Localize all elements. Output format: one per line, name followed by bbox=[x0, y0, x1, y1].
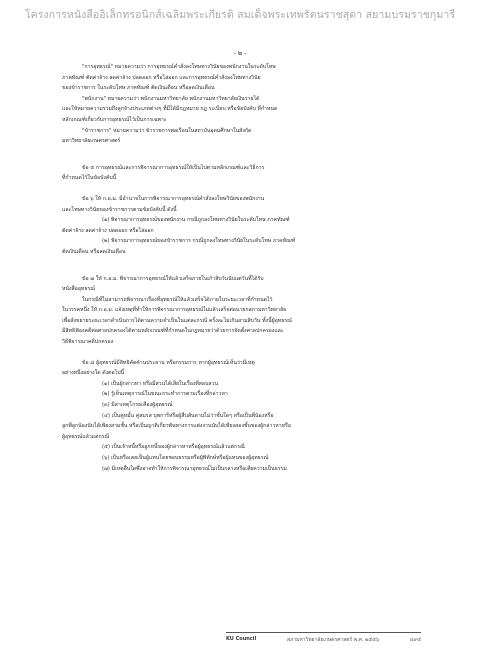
document-line: (๖) เป็นหรือเคยเป็นผู้แทนโดยชอบธรรมหรือผู้พิทักษ์หรือผู้แทนของผู้อุทธรณ์ bbox=[102, 455, 269, 461]
page-number: - ๒ - bbox=[233, 49, 247, 57]
document-line: (๔) เป็นคู่หมั้น คู่สมรส บุพการีหรือผู้สืบสันดานไม่ว่าชั้นใดๆ หรือเป็นพี่น้องหรือ bbox=[102, 412, 274, 419]
document-line: "พนักงาน" หมายความว่า พนักงานมหาวิทยาลัย พนักงานมหาวิทยาลัยเงินรายได้ bbox=[82, 95, 260, 102]
paragraph-spacer bbox=[62, 184, 422, 194]
document-line: ภาคทัณฑ์ ตัดค่าจ้าง ลดค่าจ้าง ปลดออก หรือไล่ออก และการอุทธรณ์คำสั่งลงโทษทางวินัย bbox=[62, 74, 261, 81]
document-line: "การอุทธรณ์" หมายความว่า การอุทธรณ์คำสั่งลงโทษทางวินัยของพนักงานในระดับโทษ bbox=[82, 64, 276, 70]
document-line: (๒) พิจารณาการอุทธรณ์ของข้าราชการ กรณีถูกลงโทษทางวินัยในระดับโทษ ภาคทัณฑ์ bbox=[102, 238, 296, 245]
document-line: อย่างหนึ่งอย่างใด ดังต่อไปนี้ bbox=[62, 370, 125, 377]
document-line: (๑) เป็นผู้กล่าวหา หรือมีส่วนได้เสียในเรื่องที่สอบสวน bbox=[102, 380, 218, 387]
footer-text: สภามหาวิทยาลัยเกษตรศาสตร์ พ.ศ. ๒๕๕๖ bbox=[286, 637, 380, 643]
document-line: ในวรรคหนึ่ง ให้ ก.อ.ม. แจ้งเหตุที่ทำให้การพิจารณาการอุทธรณ์ไม่แล้วเสร็จต่อนายกสภามหาวิทยาลัย bbox=[62, 307, 287, 314]
document-line: ข้อ ๕ การอุทธรณ์และการพิจารณาการอุทธรณ์ให้เป็นไปตามหลักเกณฑ์และวิธีการ bbox=[82, 164, 265, 171]
document-line: ลูกพี่ลูกน้องนับได้เพียงสามชั้น หรือเป็นญาติเกี่ยวพันทางการแต่งงานนับได้เพียงสองชั้นของผู้กล่าวหาหรือ bbox=[62, 423, 291, 430]
document-line: (๑) พิจารณาการอุทธรณ์ของพนักงาน กรณีถูกลงโทษทางวินัยในระดับโทษ ภาคทัณฑ์ bbox=[102, 217, 290, 224]
paragraph-spacer bbox=[62, 348, 422, 358]
document-line: ที่กำหนดไว้ในข้อบังคับนี้ bbox=[62, 175, 117, 182]
page-footer bbox=[226, 632, 421, 644]
document-line: (๕) เป็นเจ้าหนี้หรือลูกหนี้ของผู้กล่าวหาหรือผู้อุทธรณ์แล้วแต่กรณี bbox=[102, 444, 245, 451]
document-line: ในกรณีที่ไม่สามารถพิจารณาเรื่องที่อุทธรณ์ให้แล้วเสร็จได้ภายในระยะเวลาที่กำหนดไว้ bbox=[82, 296, 273, 303]
document-line: ข้อ ๖ ให้ ก.อ.ม. มีอำนาจในการพิจารณาการอุทธรณ์คำสั่งลงโทษวินัยของพนักงาน bbox=[82, 195, 265, 202]
footer-brand: KU Council bbox=[226, 636, 257, 642]
document-line: และโทษทางวินัยของข้าราชการตามข้อบังคับนี้ ดังนี้ bbox=[62, 206, 177, 213]
footer-page-number: ๔๙๕ bbox=[409, 637, 421, 643]
document-line: (๓) มีสาเหตุโกรธเคืองผู้อุทธรณ์ bbox=[102, 402, 173, 409]
document-line: (๒) รู้เห็นเหตุการณ์ในขณะกระทำการตามเรื่องที่กล่าวหา bbox=[102, 391, 228, 398]
page-header-title: โครงการหนังสืออิเล็กทรอนิกส์เฉลิมพระเกียรติ สมเด็จพระเทพรัตนราชสุดา สยามบรมราชกุมารี bbox=[24, 9, 456, 21]
document-line: เพื่อสั่งขยายระยะเวลาดำเนินการได้ตามความจำเป็นในแต่ละกรณี ครั้งละไม่เกินสามสิบวัน ทั้งนี้ผู้อุทธรณ์ bbox=[62, 317, 292, 324]
document-line: ตัดเงินเดือน หรือลดเงินเดือน bbox=[62, 248, 126, 255]
document-line: "ข้าราชการ" หมายความว่า ข้าราชการพลเรือนในสถาบันอุดมศึกษาในสังกัด bbox=[82, 127, 252, 134]
document-line: และให้หมายความรวมถึงลูกจ้างประเภทต่างๆ ที่มีได้มีกฎหมาย กฎ ระเบียบ หรือข้อบังคับ ที่กำหนด bbox=[62, 106, 278, 113]
document-line: หลักเกณฑ์เกี่ยวกับการอุทธรณ์ไว้เป็นการเฉพาะ bbox=[62, 116, 167, 123]
document-line: ตัดค่าจ้าง ลดค่าจ้าง ปลดออก หรือไล่ออก bbox=[62, 227, 154, 234]
paragraph-spacer bbox=[62, 258, 422, 274]
document-body bbox=[62, 62, 422, 474]
document-line: มหาวิทยาลัยเกษตรศาสตร์ bbox=[62, 138, 121, 145]
document-line: ผู้อุทธรณ์แล้วแต่กรณี bbox=[62, 433, 110, 440]
document-line: หนังสืออุทธรณ์ bbox=[62, 286, 96, 293]
document-line: (๗) มีเหตุอื่นใดซึ่งอาจทำให้การพิจารณาอุทธรณ์ไม่เป็นกลางหรือเสียความเป็นธรรม bbox=[102, 465, 287, 472]
document-line: ข้อ ๗ ให้ ก.อ.ม. พิจารณาการอุทธรณ์ให้แล้วเสร็จภายในเก้าสิบวันนับแต่วันที่ได้รับ bbox=[82, 275, 264, 282]
document-line: วิธีพิจารณาคดีปกครอง bbox=[62, 339, 114, 346]
document-line: มีสิทธิฟ้องคดีต่อศาลปกครองได้ตามหลักเกณฑ์ที่กำหนดในกฎหมายว่าด้วยการจัดตั้งศาลปกครองและ bbox=[62, 328, 284, 335]
document-line: ข้อ ๘ ผู้อุทธรณ์มีสิทธิคัดค้านประธาน หรือกรรมการ หากผู้อุทธรณ์เห็นว่ามีเหตุ bbox=[82, 359, 255, 366]
document-line: ของข้าราชการ ในระดับโทษ ภาคทัณฑ์ ตัดเงินเดือน หรือลดเงินเดือน bbox=[62, 85, 215, 92]
paragraph-spacer bbox=[62, 147, 422, 163]
